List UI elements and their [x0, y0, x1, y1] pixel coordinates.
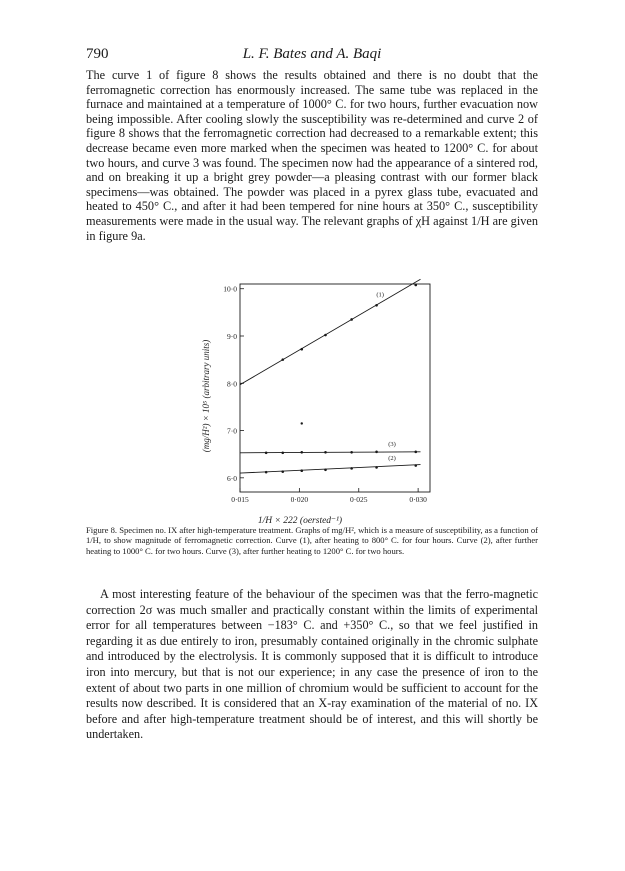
- data-point-series-1: [300, 348, 303, 351]
- series-layer: [240, 279, 421, 473]
- page-header: [86, 46, 538, 66]
- data-point-series-1: [324, 334, 327, 337]
- y-tick-label: 10·0: [223, 284, 237, 294]
- data-point-series-3: [375, 451, 378, 454]
- series-label-2: (2): [388, 454, 396, 462]
- x-tick-label: 0·015: [231, 495, 249, 504]
- caption-label: Figure 8.: [86, 525, 118, 535]
- data-point-series-2: [375, 466, 378, 469]
- series-label-1: (1): [376, 291, 384, 299]
- data-point-series-2: [265, 471, 268, 474]
- body-paragraph-2: A most interesting feature of the behaviour of the specimen was that the ferro-magnetic correction 2σ was much smaller and practically constant within the limits of experimental error for all temperatures between −183° C. and +350° C., so that we feel justified in regarding it as due entirely to iron, presumably contained originally in the chromic sulphate and introduced by the electrolysis. It is commonly supposed that it is difficult to introduce iron into mercury, but that is not our experience; in any case the presence of iron to the extent of about two parts in one million of chromium would be sufficient to account for the results now described. It is considered that an X-ray examination of the material of no. IX before and after high-temperature treatment should be of interest, and this will shortly be undertaken.: [86, 587, 538, 742]
- data-point-series-3: [414, 451, 417, 454]
- data-point-series-3: [350, 451, 353, 454]
- data-point-series-1: [375, 304, 378, 307]
- x-tick-label: 0·020: [290, 495, 309, 504]
- data-point-series-1: [414, 284, 417, 287]
- figure-8-chart: [190, 278, 440, 526]
- plot-area-frame: [240, 284, 430, 492]
- figure-caption: [86, 525, 538, 556]
- data-point-series-3: [300, 451, 303, 454]
- series-label-3: (3): [388, 440, 396, 448]
- stray-data-point: [301, 422, 303, 424]
- data-point-series-3: [324, 451, 327, 454]
- body-paragraph-1: The curve 1 of figure 8 shows the results obtained and there is no doubt that the ferromagnetic correction has enormously increased. The same tube was replaced in the furnace and maintained at a temperature of 1000° C. for two hours, further evacuation now being impossible. After cooling slowly the susceptibility was re-determined and curve 2 of figure 8 shows that the ferromagnetic correction had decreased to a remarkable extent; this decrease became even more marked when the specimen was heated to 1200° C. for about two hours, and curve 3 was found. The specimen now had the appearance of a sintered rod, and on breaking it up a bright grey powder—a pleasing contrast with our former black specimens—was obtained. The powder was placed in a pyrex glass tube, evacuated and heated to 450° C., and after it had been tempered for nine hours at 350° C., susceptibility measurements were made in the usual way. The relevant graphs of χH against 1/H are given in figure 9a.: [86, 68, 538, 243]
- data-point-series-1: [281, 358, 284, 361]
- data-point-series-2: [414, 464, 417, 467]
- data-point-series-2: [350, 467, 353, 470]
- x-tick-label: 0·025: [350, 495, 368, 504]
- x-axis-label: 1/H × 222 (oersted⁻¹): [257, 516, 343, 526]
- data-point-series-2: [281, 470, 284, 473]
- data-point-series-3: [265, 451, 268, 454]
- y-tick-label: 8·0: [227, 379, 237, 389]
- x-ticks: [231, 488, 427, 504]
- x-tick-label: 0·030: [409, 495, 427, 504]
- data-point-series-2: [300, 469, 303, 472]
- data-point-series-1: [350, 318, 353, 321]
- y-tick-label: 9·0: [227, 332, 237, 341]
- page-number: 790: [86, 46, 109, 62]
- data-point-series-3: [281, 451, 284, 454]
- running-head: L. F. Bates and A. Baqi: [242, 46, 382, 62]
- series-line-1: [240, 279, 421, 384]
- data-point-series-2: [324, 468, 327, 471]
- y-tick-label: 7·0: [227, 426, 237, 436]
- caption-text: Specimen no. IX after high-temperature treatment. Graphs of mg/H², which is a measure of susceptibility, as a function of 1/H, to show magnitude of ferromagnetic correction. Curve (1), after heating to 800° C. for four hours. Curve (2), after further heating to 1000° C. for two hours. Curve (3), after further heating to 1200° C. for two hours.: [86, 525, 538, 556]
- y-tick-label: 6·0: [227, 473, 237, 483]
- y-axis-label: (mg/H²) × 10⁵ (arbitrary units): [201, 339, 211, 453]
